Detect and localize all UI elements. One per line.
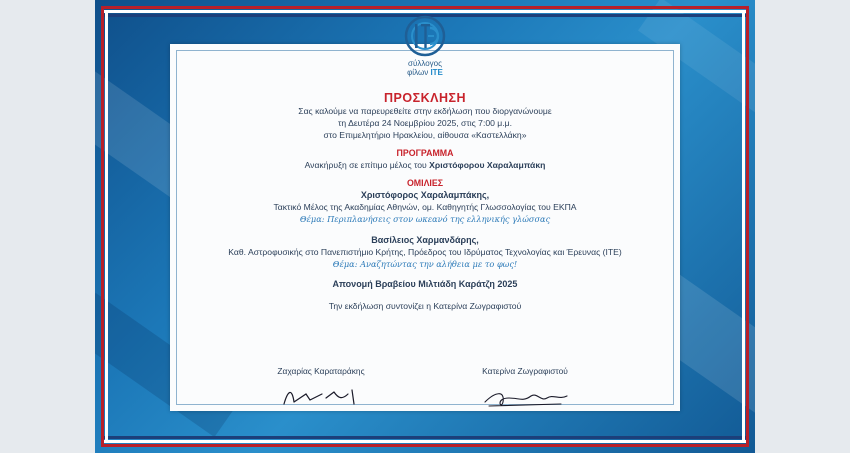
speaker-2-role: Καθ. Αστροφυσικής στο Πανεπιστήμιο Κρήτης, Πρόεδρος του Ιδρύματος Τεχνολογίας και Έρευνας (ΙΤΕ): [228, 247, 622, 257]
ite-logo-icon: [403, 14, 447, 58]
program-honoree: Χριστόφορου Χαραλαμπάκη: [429, 160, 546, 170]
speaker-1-name: Χριστόφορος Χαραλαμπάκης,: [360, 190, 490, 200]
signature-left-image: [276, 384, 366, 410]
speaker-1-theme: Θέμα: Περιπλανήσεις στον ωκεανό της ελληνικής γλώσσας: [299, 214, 551, 224]
ite-logo: [373, 14, 477, 94]
program-text: [170, 159, 680, 171]
speaker-2-theme: Θέμα: Αναζητώντας την αλήθεια με το φως!: [332, 259, 518, 269]
invitation-content: [170, 91, 680, 311]
logo-line2: φίλων: [407, 68, 429, 77]
logo-line1: σύλλογος: [408, 59, 442, 68]
signature-name-right: Κατερίνα Ζωγραφιστού: [482, 366, 568, 376]
signature-block-right: [440, 366, 610, 410]
invitation-date: τη Δευτέρα 24 Νοεμβρίου 2025, στις 7:00 μ.μ.: [338, 118, 512, 128]
invitation-card: [170, 44, 680, 411]
decorative-frame: [95, 0, 755, 453]
signature-block-left: [236, 366, 406, 410]
coordinator-line: Την εκδήλωση συντονίζει η Κατερίνα Ζωγραφιστού: [328, 301, 522, 311]
logo-brand: ΙΤΕ: [430, 68, 443, 77]
invitation-venue: στο Επιμελητήριο Ηρακλείου, αίθουσα «Καστελλάκη»: [323, 130, 527, 140]
speaker-2-name: Βασίλειος Χαρμανδάρης,: [371, 235, 479, 245]
invitation-line-1: Σας καλούμε να παρευρεθείτε στην εκδήλωση που διοργανώνουμε: [298, 106, 552, 116]
award-line: Απονομή Βραβείου Μιλτιάδη Καράτζη 2025: [332, 279, 518, 289]
program-prefix: Ανακήρυξη σε επίτιμο μέλος του: [304, 160, 430, 170]
signature-name-left: Ζαχαρίας Καραταράκης: [277, 366, 365, 376]
speaker-1-role: Τακτικό Μέλος της Ακαδημίας Αθηνών, ομ. Καθηγητής Γλωσσολογίας του ΕΚΠΑ: [273, 202, 577, 212]
talks-heading: ΟΜΙΛΙΕΣ: [406, 178, 444, 188]
signature-right-image: [475, 384, 575, 410]
logo-text: [373, 59, 477, 77]
invitation-title: ΠΡΟΣΚΛΗΣΗ: [383, 91, 466, 105]
program-heading: ΠΡΟΓΡΑΜΜΑ: [396, 148, 454, 158]
